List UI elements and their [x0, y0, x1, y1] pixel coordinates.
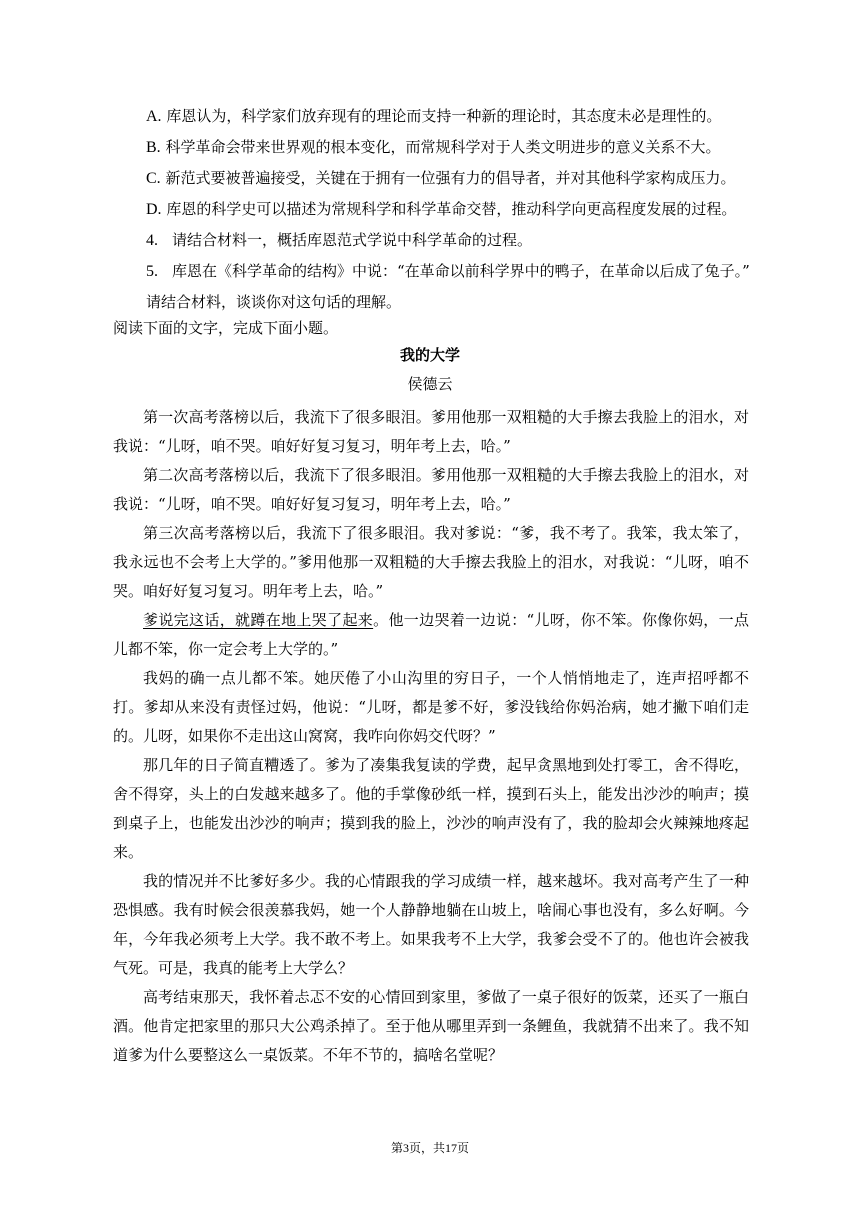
article-paragraph: 高考结束那天，我怀着忐忑不安的心情回到家里，爹做了一桌子很好的饭菜，还买了一瓶白酒。他肯定把家里的那只大公鸡杀掉了。至于他从哪里弄到一条鲤鱼，我就猜不出来了。我不知道爹为什么要整这么一桌饭菜。不年不节的，搞啥名堂呢？	[113, 988, 749, 1064]
option-letter: D.	[146, 201, 162, 218]
option-a	[146, 101, 786, 132]
article-author: 侯德云	[407, 375, 453, 393]
paragraph-rest: 。他一边哭着一边说：“儿呀，你不笨。你像你妈，一点儿都不笨，你一定会考上大学的。”	[113, 611, 749, 658]
page-footer: 第3页，共17页	[390, 1141, 469, 1155]
option-text: 库恩的科学史可以描述为常规科学和科学革命交替，推动科学向更高程度发展的过程。	[166, 200, 737, 218]
article-paragraph: 那几年的日子简直糟透了。爹为了凑集我复读的学费，起早贪黑地到处打零工，舍不得吃，舍不得穿，头上的白发越来越多了。他的手掌像砂纸一样，摸到石头上，能发出沙沙的响声；摸到桌子上，也能发出沙沙的响声；摸到我的脸上，沙沙的响声没有了，我的脸却会火辣辣地疼起来。	[113, 756, 749, 861]
article-paragraph: 我的情况并不比爹好多少。我的心情跟我的学习成绩一样，越来越坏。我对高考产生了一种恐惧感。我有时候会很羡慕我妈，她一个人静静地躺在山坡上，啥闹心事也没有，多么好啊。今年，今年我必须考上大学。我不敢不考上。如果我考不上大学，我爹会受不了的。他也许会被我气死。可是，我真的能考上大学么？	[113, 872, 749, 977]
article-paragraph: 第三次高考落榜以后，我流下了很多眼泪。我对爹说：“爹，我不考了。我笨，我太笨了，我永远也不会考上大学的。”爹用他那一双粗糙的大手擦去我脸上的泪水，对我说：“儿呀，咱不哭。咱好好复习复习。明年考上去，哈。”	[113, 524, 749, 600]
article-paragraph	[113, 606, 749, 664]
option-letter: C.	[146, 170, 161, 187]
article-body	[113, 403, 749, 1070]
option-text: 科学革命会带来世界观的根本变化，而常规科学对于人类文明进步的意义关系不大。	[165, 138, 721, 156]
article-paragraph: 第一次高考落榜以后，我流下了很多眼泪。爹用他那一双粗糙的大手擦去我脸上的泪水，对我说：“儿呀，咱不哭。咱好好复习复习，明年考上去，哈。”	[113, 408, 749, 455]
reading-instruction: 阅读下面的文字，完成下面小题。	[113, 319, 339, 337]
option-b	[146, 132, 786, 163]
question-5	[146, 256, 786, 287]
question-number: 5.	[146, 263, 158, 280]
answer-options	[146, 101, 786, 318]
question-4	[146, 225, 786, 256]
question-number: 4.	[146, 232, 158, 249]
question-text: 库恩在《科学革命的结构》中说：“在革命以前科学界中的鸭子，在革命以后成了兔子。”	[172, 262, 750, 280]
article-paragraph: 我妈的确一点儿都不笨。她厌倦了小山沟里的穷日子，一个人悄悄地走了，连声招呼都不打。爹却从来没有责怪过妈，他说：“儿呀，都是爹不好，爹没钱给你妈治病，她才撇下咱们走的。儿呀，如果你不走出这山窝窝，我咋向你妈交代呀？”	[113, 669, 749, 745]
question-5-continuation: 请结合材料，谈谈你对这句话的理解。	[146, 293, 402, 311]
option-letter: A.	[146, 108, 162, 125]
option-text: 新范式要被普遍接受，关键在于拥有一位强有力的倡导者，并对其他科学家构成压力。	[165, 169, 736, 187]
underlined-sentence: 爹说完这话，就蹲在地上哭了起来	[143, 611, 374, 629]
article-title: 我的大学	[399, 346, 460, 364]
option-c	[146, 163, 786, 194]
option-d	[146, 194, 786, 225]
question-text: 请结合材料一，概括库恩范式学说中科学革命的过程。	[172, 231, 533, 249]
option-text: 库恩认为，科学家们放弃现有的理论而支持一种新的理论时，其态度未必是理性的。	[166, 107, 722, 125]
article-paragraph: 第二次高考落榜以后，我流下了很多眼泪。爹用他那一双粗糙的大手擦去我脸上的泪水，对我说：“儿呀，咱不哭。咱好好复习复习，明年考上去，哈。”	[113, 466, 749, 513]
option-letter: B.	[146, 139, 161, 156]
